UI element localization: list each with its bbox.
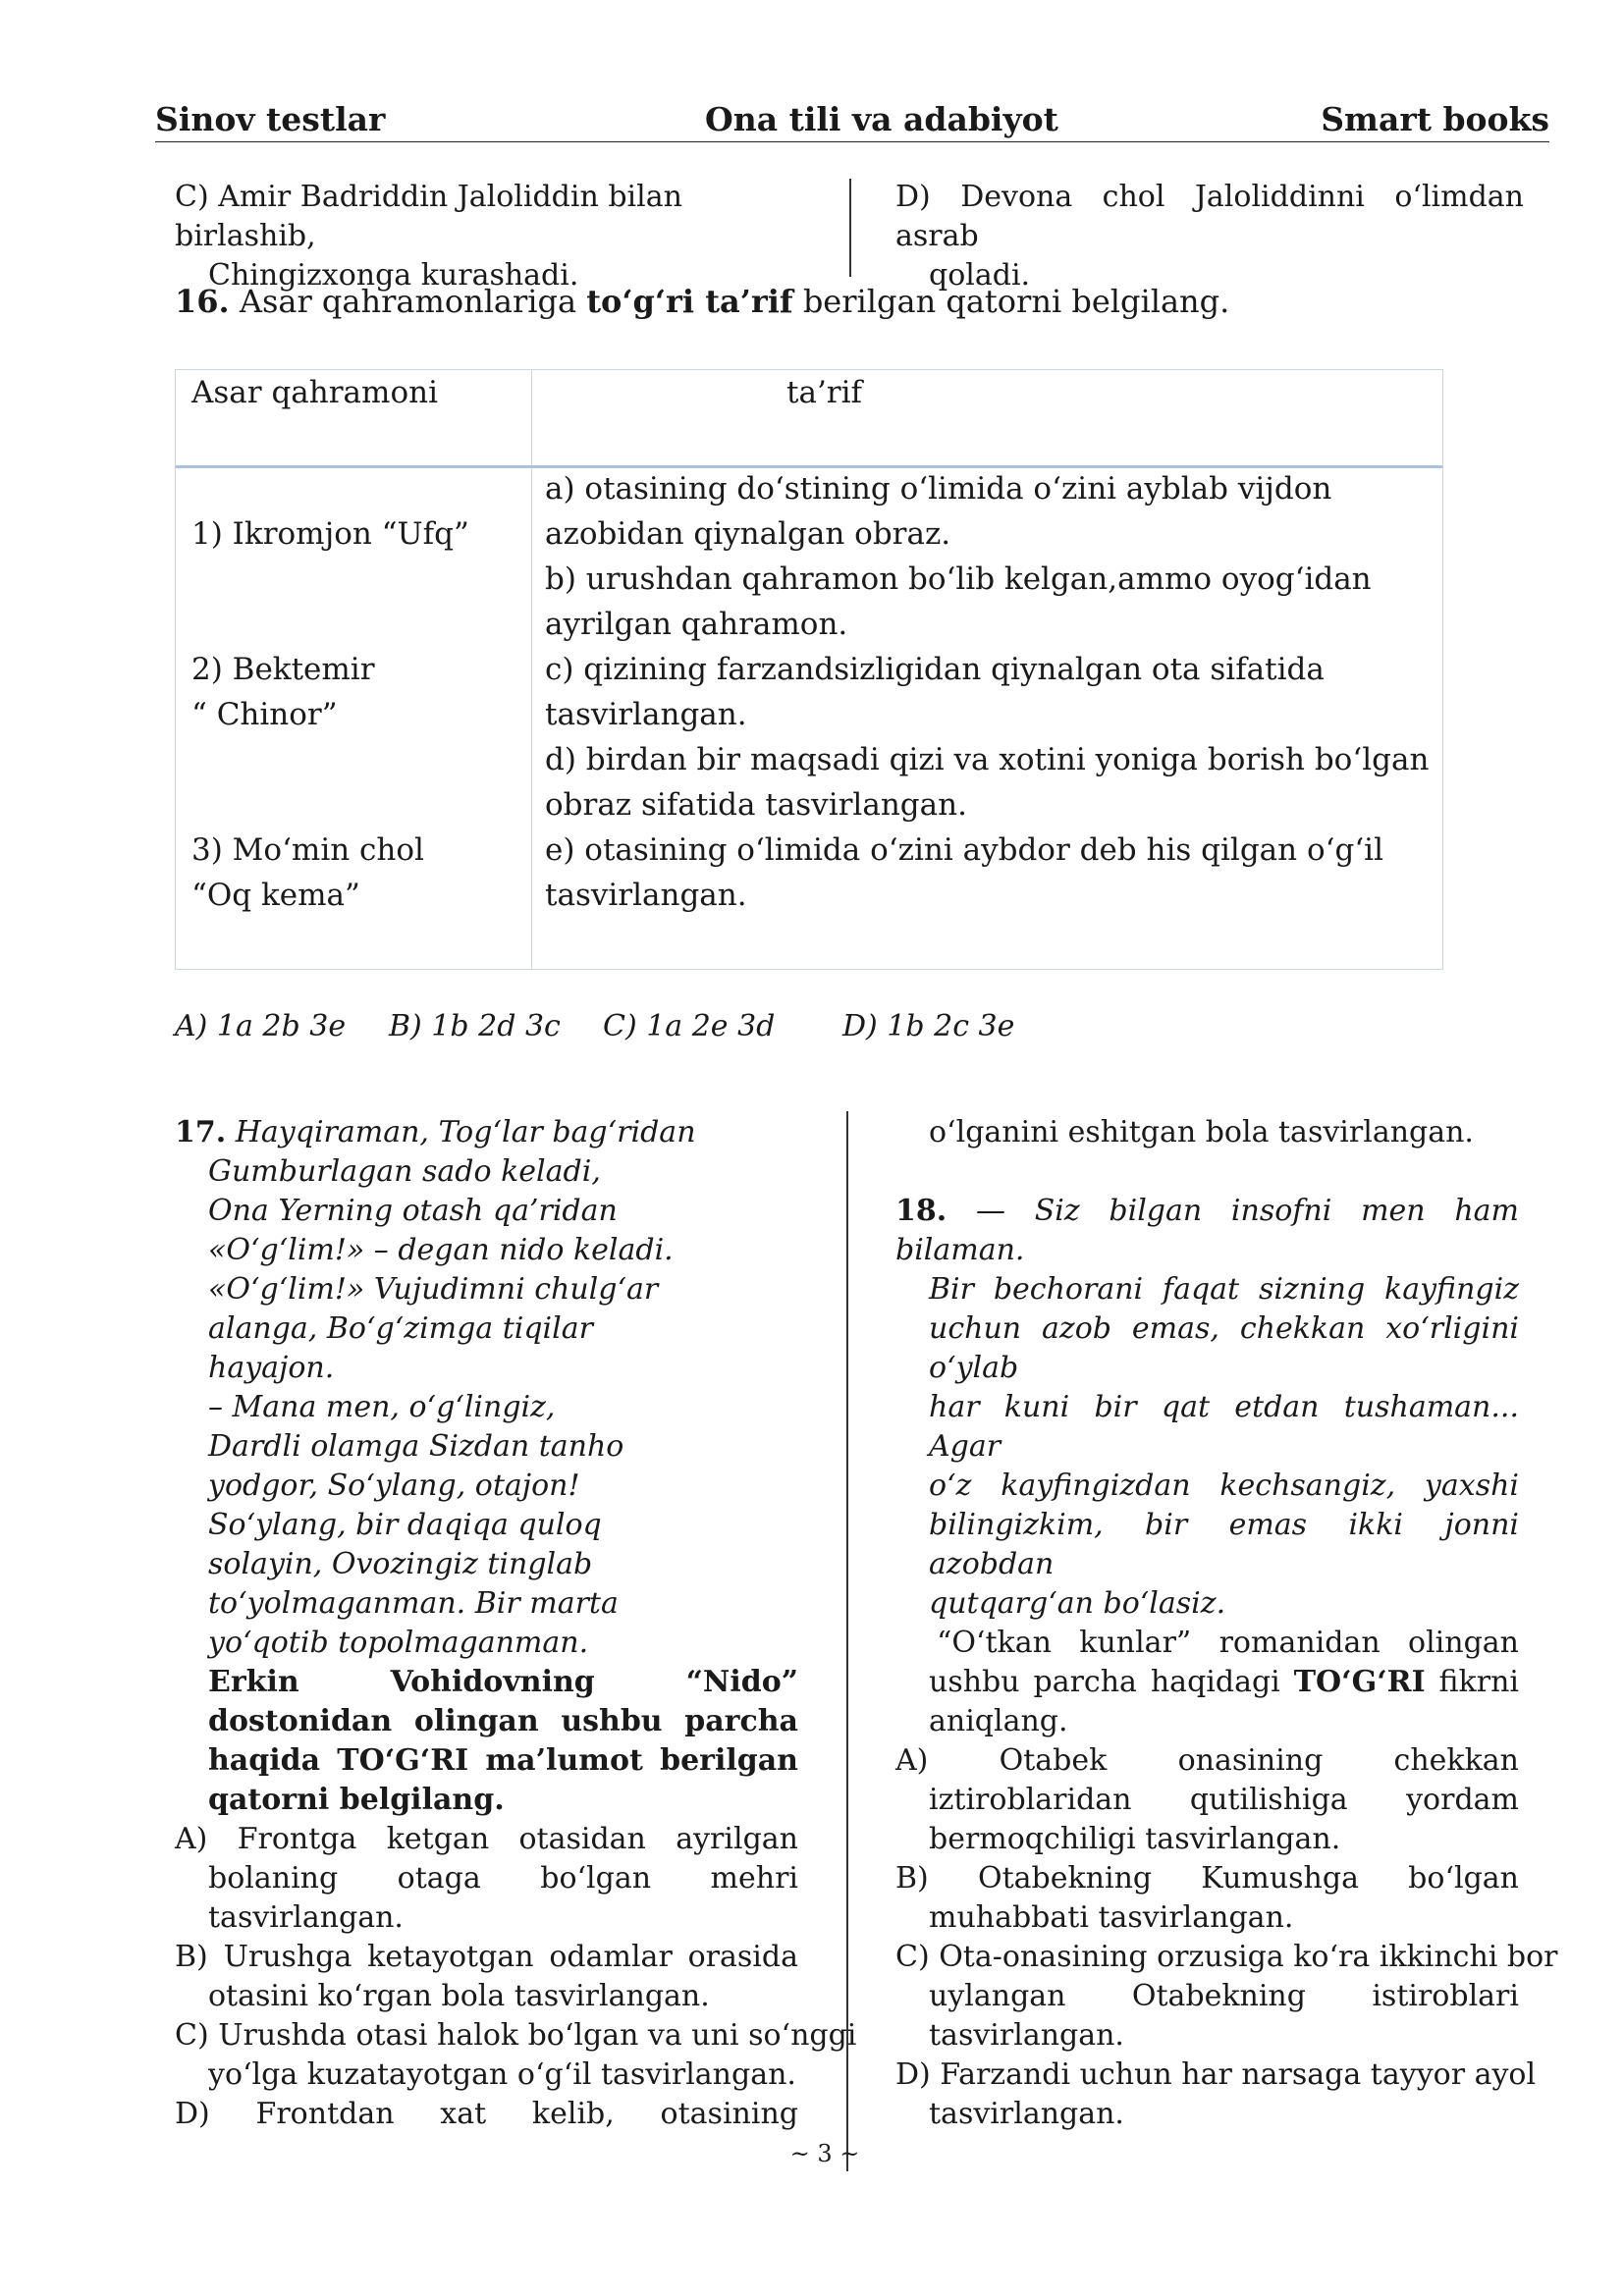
q18-option-b: B) Otabekning Kumushga bo‘lgan [895, 1861, 1519, 1896]
table-definition-line: c) qizining farzandsizligidan qiynalgan ota sifatida [545, 652, 1325, 687]
q18-quote-line: uchun azob emas, chekkan xo‘rligini o‘ylab [929, 1311, 1519, 1385]
q18-quote-line: — Siz bilgan insofni men ham bilaman. [895, 1194, 1519, 1267]
q18-quote-line: qutqarg‘an bo‘lasiz. [929, 1586, 1226, 1621]
table-header-definition: ta’rif [786, 375, 863, 410]
table-header-hero: Asar qahramoni [191, 375, 438, 410]
q16-number: 16. [175, 283, 230, 320]
q18-option-d-line: tasvirlangan. [929, 2097, 1124, 2131]
q17-block [175, 1113, 857, 2134]
q17-option-b: B) Urushga ketayotgan odamlar orasida [175, 1940, 798, 1974]
q16-option-d: D) 1b 2c 3e [842, 1009, 1015, 1043]
q16-option-c: C) 1a 2e 3d [603, 1009, 776, 1043]
q17-question-line: dostonidan olingan ushbu parcha [208, 1704, 798, 1738]
q17-poem-line: Hayqiraman, Tog‘lar bag‘ridan [235, 1115, 696, 1149]
q17-option-b-line: otasini ko‘rgan bola tasvirlangan. [208, 1979, 710, 2013]
q15-option-c [175, 178, 823, 295]
column-divider-top [849, 179, 851, 277]
q16-prompt [175, 281, 1229, 322]
q17-option-a-line: bolaning otaga bo‘lgan mehri [208, 1861, 798, 1896]
q15-option-c-line2: Chingizxonga kurashadi. [208, 258, 579, 293]
q17-poem-line: «O‘g‘lim!» Vujudimni chulg‘ar [208, 1272, 659, 1307]
header-right: Smart books [1321, 100, 1549, 138]
q18-quote-line: o‘z kayfingizdan kechsangiz, yaxshi [929, 1468, 1519, 1503]
q17-poem-line: Ona Yerning otash qa’ridan [208, 1194, 618, 1228]
table-definition-line: obraz sifatida tasvirlangan. [545, 787, 967, 823]
q16-prompt-bold: to‘g‘ri ta’rif [586, 283, 793, 320]
header-left: Sinov testlar [155, 100, 386, 138]
q15-option-c-line1: C) Amir Badriddin Jaloliddin bilan birlashib, [175, 180, 682, 253]
q16-table [175, 369, 1443, 970]
q18-option-c: C) Ota-onasining orzusiga ko‘ra ikkinchi bor [895, 1940, 1558, 1974]
table-definition-line: tasvirlangan. [545, 878, 747, 913]
q17-poem-line: Gumburlagan sado keladi, [208, 1154, 601, 1189]
table-hero-2-line2: “ Chinor” [191, 697, 338, 732]
q17-poem-line: solayin, Ovozingiz tinglab [208, 1547, 593, 1581]
q17-question-line: Erkin Vohidovning “Nido” [208, 1665, 798, 1699]
q18-number: 18. [895, 1194, 947, 1228]
table-definition-line: d) birdan bir maqsadi qizi va xotini yoniga borish bo‘lgan [545, 742, 1430, 777]
q17-poem-line: hayajon. [208, 1351, 335, 1385]
q17-poem-line: to‘yolmaganman. Bir marta [208, 1586, 619, 1621]
q17-poem-line: – Mana men, o‘g‘lingiz, [208, 1390, 556, 1424]
table-hero-1: 1) Ikromjon “Ufq” [191, 516, 469, 552]
q17-question-line: qatorni belgilang. [208, 1783, 505, 1817]
q18-option-d: D) Farzandi uchun har narsaga tayyor ayol [895, 2057, 1537, 2092]
q18-quote-line: bilingizkim, bir emas ikki jonni azobdan [929, 1508, 1519, 1581]
q15-option-d [895, 178, 1524, 295]
right-column [895, 1113, 1558, 2134]
q17-poem-line: yodgor, So‘ylang, otajon! [208, 1468, 580, 1503]
table-definition-line: azobidan qiynalgan obraz. [545, 516, 951, 552]
q18-option-b-line: muhabbati tasvirlangan. [929, 1900, 1294, 1935]
table-definition-line: tasvirlangan. [545, 697, 747, 732]
q18-option-a: A) Otabek onasining chekkan [895, 1743, 1519, 1778]
q15-option-d-line1: D) Devona chol Jaloliddinni o‘limdan asrab [895, 180, 1524, 253]
table-column-divider [531, 370, 532, 969]
q18-question-line: aniqlang. [929, 1704, 1068, 1738]
q16-prompt-post: berilgan qatorni belgilang. [792, 283, 1230, 320]
table-definition-line: a) otasining do‘stining o‘limida o‘zini ayblab vijdon [545, 471, 1332, 507]
q17-poem-line: yo‘qotib topolmaganman. [208, 1626, 589, 1660]
q18-quote-line: har kuni bir qat etdan tushaman... Agar [929, 1390, 1519, 1464]
q16-prompt-pre: Asar qahramonlariga [229, 283, 587, 320]
q17-poem-line: So‘ylang, bir daqiqa quloq [208, 1508, 602, 1542]
q15-option-d-line2: qoladi. [929, 258, 1031, 293]
q18-question-bold: TO‘G‘RI [1293, 1665, 1426, 1699]
table-definition-line: e) otasining o‘limida o‘zini aybdor deb his qilgan o‘g‘il [545, 832, 1384, 868]
q17-option-a-line: tasvirlangan. [208, 1900, 404, 1935]
q17-option-a: A) Frontga ketgan otasidan ayrilgan [175, 1822, 798, 1856]
page-header [155, 98, 1549, 142]
q18-question-line: “O‘tkan kunlar” romanidan olingan [937, 1626, 1519, 1660]
q18-question-line [895, 1663, 1519, 1702]
table-definition-line: b) urushdan qahramon bo‘lib kelgan,ammo oyog‘idan [545, 561, 1372, 597]
q17-first-line [175, 1113, 798, 1152]
q18-quote-line: Bir bechorani faqat sizning kayfingiz [929, 1272, 1519, 1307]
table-hero-3: 3) Mo‘min chol [191, 832, 424, 868]
table-definition-line: ayrilgan qahramon. [545, 607, 848, 642]
q18-option-c-line: uylangan Otabekning istiroblari [929, 1979, 1519, 2013]
q17-number: 17. [175, 1115, 227, 1149]
q17-option-c-line: yo‘lga kuzatayotgan o‘g‘il tasvirlangan. [208, 2057, 796, 2092]
q17-poem-line: «O‘g‘lim!» – degan nido keladi. [208, 1233, 674, 1267]
q17-poem-line: Dardli olamga Sizdan tanho [208, 1429, 624, 1464]
q18-question-text: ushbu parcha haqidagi [929, 1665, 1294, 1699]
q18-question-text: fikrni [1425, 1665, 1519, 1699]
page-number: ~ 3 ~ [789, 2140, 860, 2167]
q18-first-line [895, 1192, 1519, 1270]
table-hero-3-line2: “Oq kema” [191, 878, 360, 913]
q17-question-line: haqida TO‘G‘RI ma’lumot berilgan [208, 1743, 798, 1778]
q18-option-c-line: tasvirlangan. [929, 2018, 1124, 2053]
q17-poem-line: alanga, Bo‘g‘zimga tiqilar [208, 1311, 593, 1346]
q18-option-a-line: iztiroblaridan qutilishiga yordam [929, 1783, 1519, 1817]
header-center: Ona tili va adabiyot [705, 100, 1058, 138]
q16-option-a: A) 1a 2b 3e [175, 1009, 347, 1043]
table-hero-2: 2) Bektemir [191, 652, 375, 687]
q17-option-d: D) Frontdan xat kelib, otasining [175, 2097, 798, 2131]
q17-option-c: C) Urushda otasi halok bo‘lgan va uni so‘nggi [175, 2018, 857, 2053]
spacer [895, 1152, 1519, 1192]
q16-option-b: B) 1b 2d 3c [389, 1009, 561, 1043]
q18-option-a-line: bermoqchiligi tasvirlangan. [929, 1822, 1341, 1856]
column-divider-bottom [846, 1111, 848, 2171]
q17-option-d-line: o‘lganini eshitgan bola tasvirlangan. [929, 1115, 1474, 1149]
